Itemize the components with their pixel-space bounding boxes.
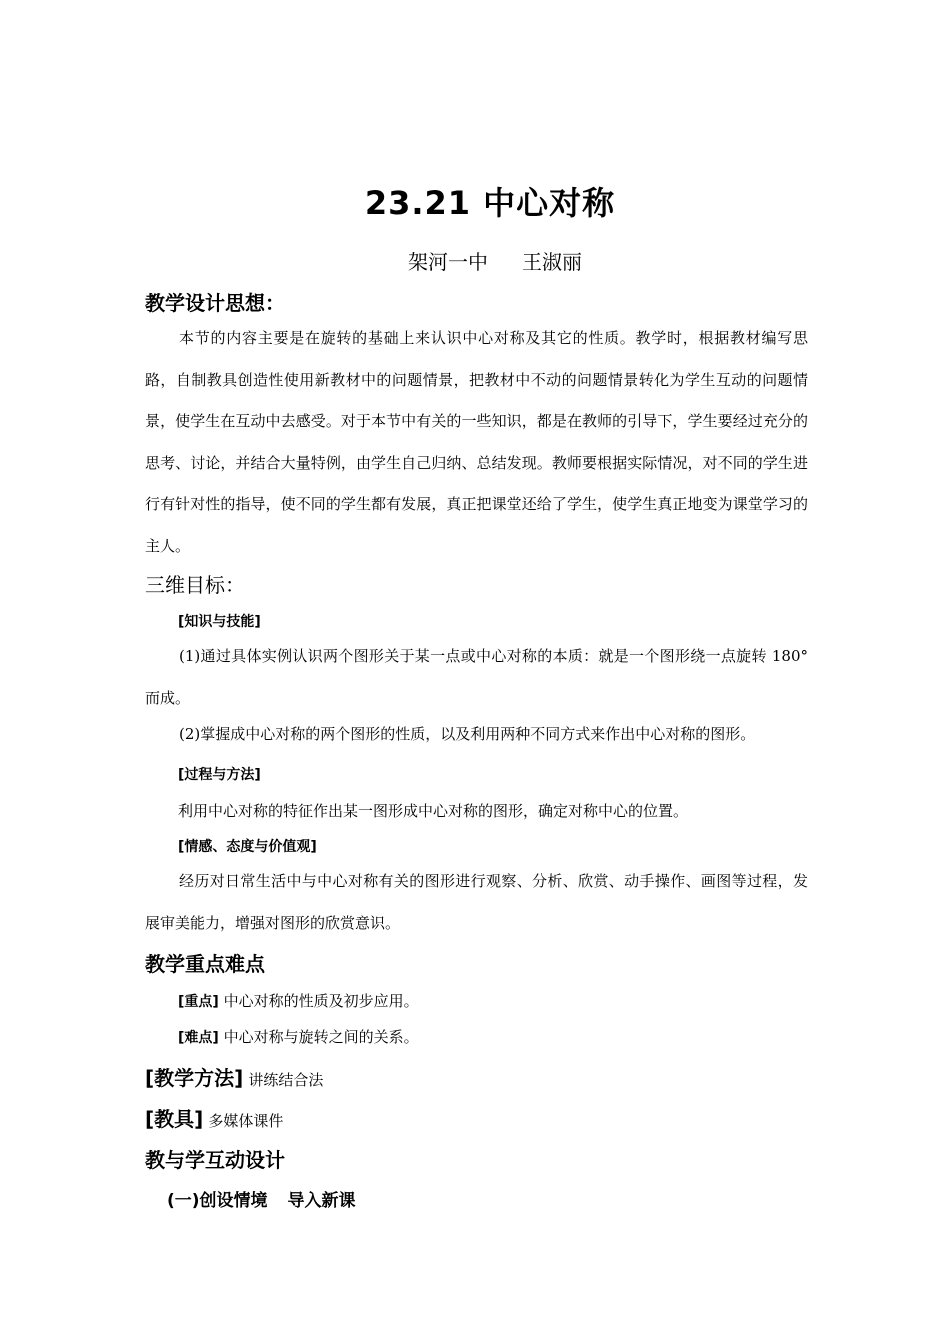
process-method-text: 利用中心对称的特征作出某一图形成中心对称的图形，确定对称中心的位置。 bbox=[178, 802, 689, 820]
page-title: 23.21 中心对称 bbox=[364, 184, 616, 222]
key-point-text: 中心对称的性质及初步应用。 bbox=[223, 992, 419, 1010]
label-knowledge-skills: [知识与技能] bbox=[178, 614, 261, 630]
teaching-tools-line bbox=[145, 1103, 283, 1132]
step-1-title-a: (一)创设情境 bbox=[167, 1191, 268, 1211]
author-line bbox=[0, 246, 950, 275]
heading-interaction-design: 教与学互动设计 bbox=[145, 1148, 285, 1172]
heading-key-difficult: 教学重点难点 bbox=[145, 952, 265, 976]
teaching-method-label: [教学方法] bbox=[145, 1066, 244, 1090]
author-name: 王淑丽 bbox=[522, 250, 582, 274]
step-1-heading bbox=[167, 1186, 356, 1211]
objective-item-1: (1)通过具体实例认识两个图形关于某一点或中心对称的本质：就是一个图形绕一点旋转 180°而成。 bbox=[145, 647, 808, 707]
teaching-method-text: 讲练结合法 bbox=[248, 1071, 324, 1089]
heading-objectives: 三维目标： bbox=[145, 573, 245, 597]
teaching-tools-text: 多媒体课件 bbox=[208, 1112, 284, 1130]
author-school: 架河一中 bbox=[408, 250, 488, 274]
label-process-method: [过程与方法] bbox=[178, 767, 261, 783]
key-point-line bbox=[178, 990, 419, 1011]
teaching-method-line bbox=[145, 1062, 323, 1091]
label-emotion-attitude: [情感、态度与价值观] bbox=[178, 839, 317, 855]
difficult-point-text: 中心对称与旋转之间的关系。 bbox=[223, 1028, 419, 1046]
step-1-title-b: 导入新课 bbox=[287, 1191, 356, 1211]
difficult-point-line bbox=[178, 1026, 419, 1047]
heading-design-idea: 教学设计思想： bbox=[145, 291, 285, 315]
teaching-tools-label: [教具] bbox=[145, 1107, 204, 1131]
difficult-point-label: [难点] bbox=[178, 1030, 219, 1046]
design-idea-paragraph: 本节的内容主要是在旋转的基础上来认识中心对称及其它的性质。教学时，根据教材编写思路，自制教具创造性使用新教材中的问题情景，把教材中不动的问题情景转化为学生互动的问题情景，使学生在互动中去感受。对于本节中有关的一些知识，都是在教师的引导下，学生要经过充分的思考、讨论，并结合大量特例，由学生自己归纳、总结发现。教师要根据实际情况，对不同的学生进行有针对性的指导，使不同的学生都有发展，真正把课堂还给了学生，使学生真正地变为课堂学习的主人。 bbox=[145, 329, 808, 555]
key-point-label: [重点] bbox=[178, 994, 219, 1010]
emotion-attitude-text: 经历对日常生活中与中心对称有关的图形进行观察、分析、欣赏、动手操作、画图等过程，发展审美能力，增强对图形的欣赏意识。 bbox=[145, 872, 808, 932]
objective-item-2: (2)掌握成中心对称的两个图形的性质，以及利用两种不同方式来作出中心对称的图形。 bbox=[179, 725, 756, 743]
